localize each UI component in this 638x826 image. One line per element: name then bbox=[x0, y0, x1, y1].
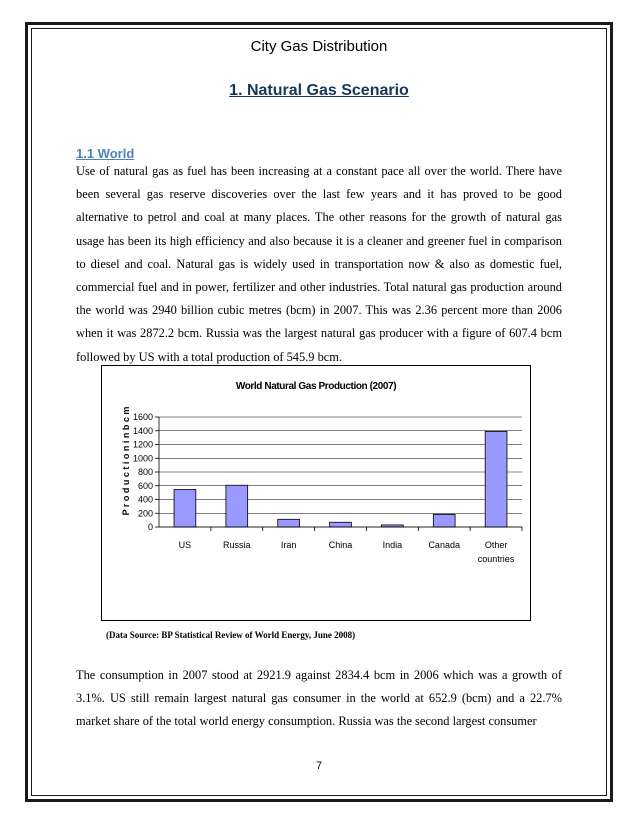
section-title: 1. Natural Gas Scenario bbox=[229, 82, 409, 99]
chart-x-tick-label: Iran bbox=[280, 540, 297, 550]
chart-bar bbox=[174, 489, 196, 527]
chart-x-tick-label: India bbox=[382, 540, 403, 550]
chart-y-tick-label: 600 bbox=[137, 480, 153, 491]
chart-y-tick-label: 0 bbox=[147, 522, 153, 533]
chart-x-tick-label: Russia bbox=[223, 540, 251, 550]
chart-y-tick-label: 200 bbox=[137, 508, 153, 519]
chart-source-note: (Data Source: BP Statistical Review of World Energy, June 2008) bbox=[106, 630, 356, 640]
chart-x-tick-label: Other countries bbox=[477, 540, 515, 564]
chart-y-tick-label: 800 bbox=[137, 467, 153, 478]
chart-title: World Natural Gas Production (2007) bbox=[235, 381, 397, 392]
chart-x-tick-label: US bbox=[178, 540, 192, 550]
chart-bar bbox=[278, 519, 300, 527]
subsection-title: 1.1 World bbox=[76, 146, 135, 161]
chart-y-tick-label: 1000 bbox=[132, 453, 153, 464]
chart-bar bbox=[226, 485, 248, 527]
chart-x-tick-label: China bbox=[328, 540, 353, 550]
running-header: City Gas Distribution bbox=[250, 38, 388, 55]
chart-y-tick-label: 1200 bbox=[132, 439, 153, 450]
chart-y-tick-label: 1400 bbox=[132, 425, 153, 436]
chart-bar bbox=[433, 514, 455, 527]
production-chart-svg bbox=[102, 366, 530, 620]
chart-x-tick-label: Canada bbox=[428, 540, 460, 550]
chart-bar bbox=[485, 431, 507, 527]
chart-bar bbox=[330, 522, 352, 527]
production-chart bbox=[101, 365, 531, 621]
chart-y-axis-label: P r o d u c t i o n i n b c m bbox=[121, 406, 131, 516]
page-number: 7 bbox=[315, 760, 323, 772]
paragraph-world-consumption: The consumption in 2007 stood at 2921.9 against 2834.4 bcm in 2006 which was a growth of 3.1%. US still remain largest natural gas consumer in the world at 652.9 (bcm) and a 22.7% market share of the total world energy consumption. Russia was the second largest consumer bbox=[76, 668, 562, 728]
chart-y-tick-label: 400 bbox=[137, 494, 153, 505]
paragraph-world-production: Use of natural gas as fuel has been increasing at a constant pace all over the world. There have been several gas reserve discoveries over the last few years and it has proved to be good alternative to petrol and coal at many places. The other reasons for the growth of natural gas usage has been its high efficiency and also because it is a cleaner and greener fuel in comparison to diesel and coal. Natural gas is widely used in transportation now & also as domestic fuel, commercial fuel and in power, fertilizer and other industries. Total natural gas production around the world was 2940 billion cubic metres (bcm) in 2007. This was 2.36 percent more than 2006 when it was 2872.2 bcm. Russia was the largest natural gas producer with a figure of 607.4 bcm followed by US with a total production of 545.9 bcm. bbox=[76, 164, 562, 364]
chart-y-tick-label: 1600 bbox=[132, 412, 153, 423]
